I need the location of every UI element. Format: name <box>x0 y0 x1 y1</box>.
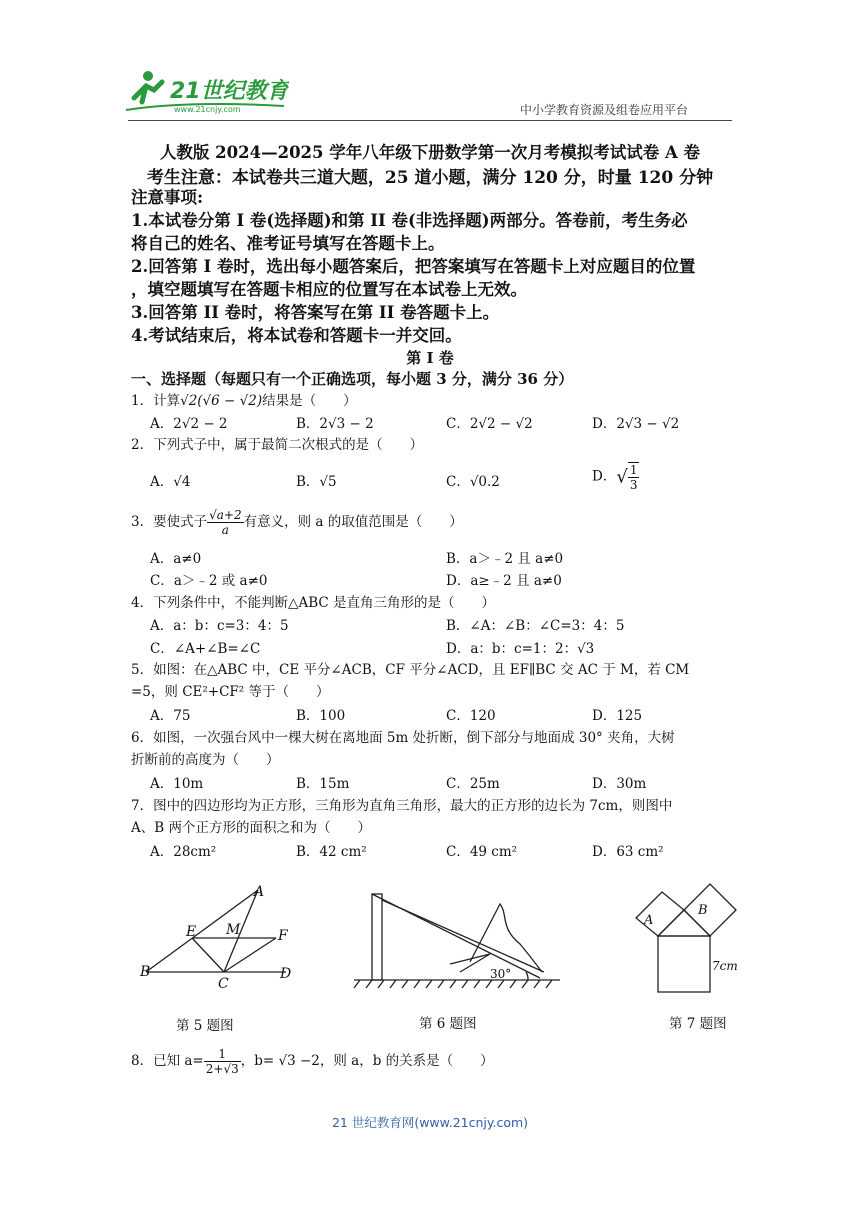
q7-option-b: B．42 cm² <box>296 844 367 860</box>
site-logo <box>124 68 289 114</box>
question-8-stem: 8．已知 a= $\frac{1}{2+√3}$ ，b= √3 −2，则 a，b 的关系是（ ） <box>131 1047 494 1076</box>
q3-option-b: B．a＞﹣2 且 a≠0 <box>446 551 564 567</box>
figure-7-diagram <box>626 874 742 1000</box>
question-7-line: A、B 两个正方形的面积之和为（ ） <box>131 820 371 836</box>
fig5-label: B <box>140 964 151 980</box>
fig5-label: F <box>278 928 288 944</box>
instruction-line: 2.回答第 I 卷时，选出每小题答案后，把答案填写在答题卡上对应题目的位置 <box>131 257 696 276</box>
q5-option-d: D．125 <box>592 708 643 724</box>
fig5-label: A <box>254 884 265 900</box>
q7-option-a: A．28cm² <box>150 844 217 860</box>
q6-option-d: D．30m <box>592 776 647 792</box>
q6-option-b: B．15m <box>296 776 350 792</box>
q3-option-d: D．a≥﹣2 且 a≠0 <box>446 573 562 589</box>
part-title: 第 I 卷 <box>406 349 454 367</box>
question-6-line: 折断前的高度为（ ） <box>131 752 280 768</box>
q1-option-b: B．2√3 − 2 <box>296 416 374 432</box>
section-heading: 一、选择题（每题只有一个正确选项，每小题 3 分，满分 36 分） <box>131 370 574 388</box>
instruction-line: 3.回答第 II 卷时，将答案写在第 II 卷答题卡上。 <box>131 303 500 322</box>
q6-option-a: A．10m <box>150 776 204 792</box>
instructions-heading: 注意事项: <box>131 188 204 207</box>
q2-option-b: B．√5 <box>296 474 337 490</box>
instruction-line: 1.本试卷分第 I 卷(选择题)和第 II 卷(非选择题)两部分。答卷前，考生务必 <box>131 211 688 230</box>
q2-option-c: C．√0.2 <box>446 474 500 490</box>
footer-link[interactable]: 21 世纪教育网(www.21cnjy.com) <box>331 1115 529 1130</box>
q2-option-d: D．√ $\frac{1}{3}$ <box>592 463 638 492</box>
fig6-angle-label: 30° <box>490 967 512 981</box>
figure-5-caption: 第 5 题图 <box>176 1018 234 1034</box>
q3-option-c: C．a＞﹣2 或 a≠0 <box>150 573 268 589</box>
fig5-label: M <box>226 922 241 938</box>
fig5-label: D <box>280 966 292 982</box>
q7-option-d: D．63 cm² <box>592 844 664 860</box>
header-rule <box>128 120 732 121</box>
question-5-line: 5．如图：在△ABC 中，CE 平分∠ACB，CF 平分∠ACD，且 EF∥BC 交 AC 于 M，若 CM <box>131 662 690 678</box>
fig7-side-label: 7cm <box>712 959 738 973</box>
question-5-line: =5，则 CE²+CF² 等于（ ） <box>131 684 330 700</box>
question-6-line: 6．如图，一次强台风中一棵大树在离地面 5m 处折断，倒下部分与地面成 30° 夹角，大树 <box>131 730 675 746</box>
figure-6-diagram <box>350 884 565 992</box>
q4-option-a: A．a：b：c=3：4：5 <box>150 618 289 634</box>
svg-text:www.21cnjy.com: www.21cnjy.com <box>174 105 241 114</box>
figure-5-diagram <box>136 880 296 990</box>
q5-option-a: A．75 <box>150 708 191 724</box>
instruction-line: 4.考试结束后，将本试卷和答题卡一并交回。 <box>131 326 462 345</box>
q2-option-a: A．√4 <box>150 474 191 490</box>
figure-7-caption: 第 7 题图 <box>669 1016 727 1032</box>
svg-text:21世纪教育: 21世纪教育 <box>170 79 289 104</box>
question-3-stem: 3．要使式子 $\frac{√a+2}{a}$ 有意义，则 a 的取值范围是（ ） <box>131 508 463 537</box>
q5-option-c: C．120 <box>446 708 496 724</box>
q1-option-c: C．2√2 − √2 <box>446 416 533 432</box>
fig7-label: A <box>644 913 654 928</box>
q4-option-c: C．∠A+∠B=∠C <box>150 641 261 657</box>
q4-option-d: D．a：b：c=1：2：√3 <box>446 641 595 657</box>
question-2-stem: 2．下列式子中，属于最简二次根式的是（ ） <box>131 437 424 453</box>
exam-title: 人教版 2024—2025 学年八年级下册数学第一次月考模拟考试试卷 A 卷 <box>159 143 701 162</box>
q7-option-c: C．49 cm² <box>446 844 518 860</box>
q1-option-d: D．2√3 − √2 <box>592 416 680 432</box>
instruction-line: ，填空题填写在答题卡相应的位置写在本试卷上无效。 <box>131 280 527 299</box>
q6-option-c: C．25m <box>446 776 500 792</box>
q3-option-a: A．a≠0 <box>150 551 202 567</box>
question-7-line: 7．图中的四边形均为正方形，三角形为直角三角形，最大的正方形的边长为 7cm，则图中 <box>131 798 673 814</box>
platform-label: 中小学教育资源及组卷应用平台 <box>520 103 689 117</box>
exam-notice: 考生注意：本试卷共三道大题，25 道小题，满分 120 分，时量 120 分钟 <box>146 168 714 188</box>
q4-option-b: B．∠A：∠B：∠C=3：4：5 <box>446 618 625 634</box>
figure-6-caption: 第 6 题图 <box>419 1016 477 1032</box>
instruction-line: 将自己的姓名、准考证号填写在答题卡上。 <box>131 234 445 253</box>
fig7-label: B <box>698 903 708 918</box>
q1-option-a: A．2√2 − 2 <box>150 416 228 432</box>
fig5-label: E <box>186 924 197 940</box>
fig5-label: C <box>218 976 229 990</box>
q5-option-b: B．100 <box>296 708 346 724</box>
question-4-stem: 4．下列条件中，不能判断△ABC 是直角三角形的是（ ） <box>131 595 496 611</box>
question-1-stem: 1．计算√2(√6 − √2)结果是（ ） <box>131 393 357 409</box>
